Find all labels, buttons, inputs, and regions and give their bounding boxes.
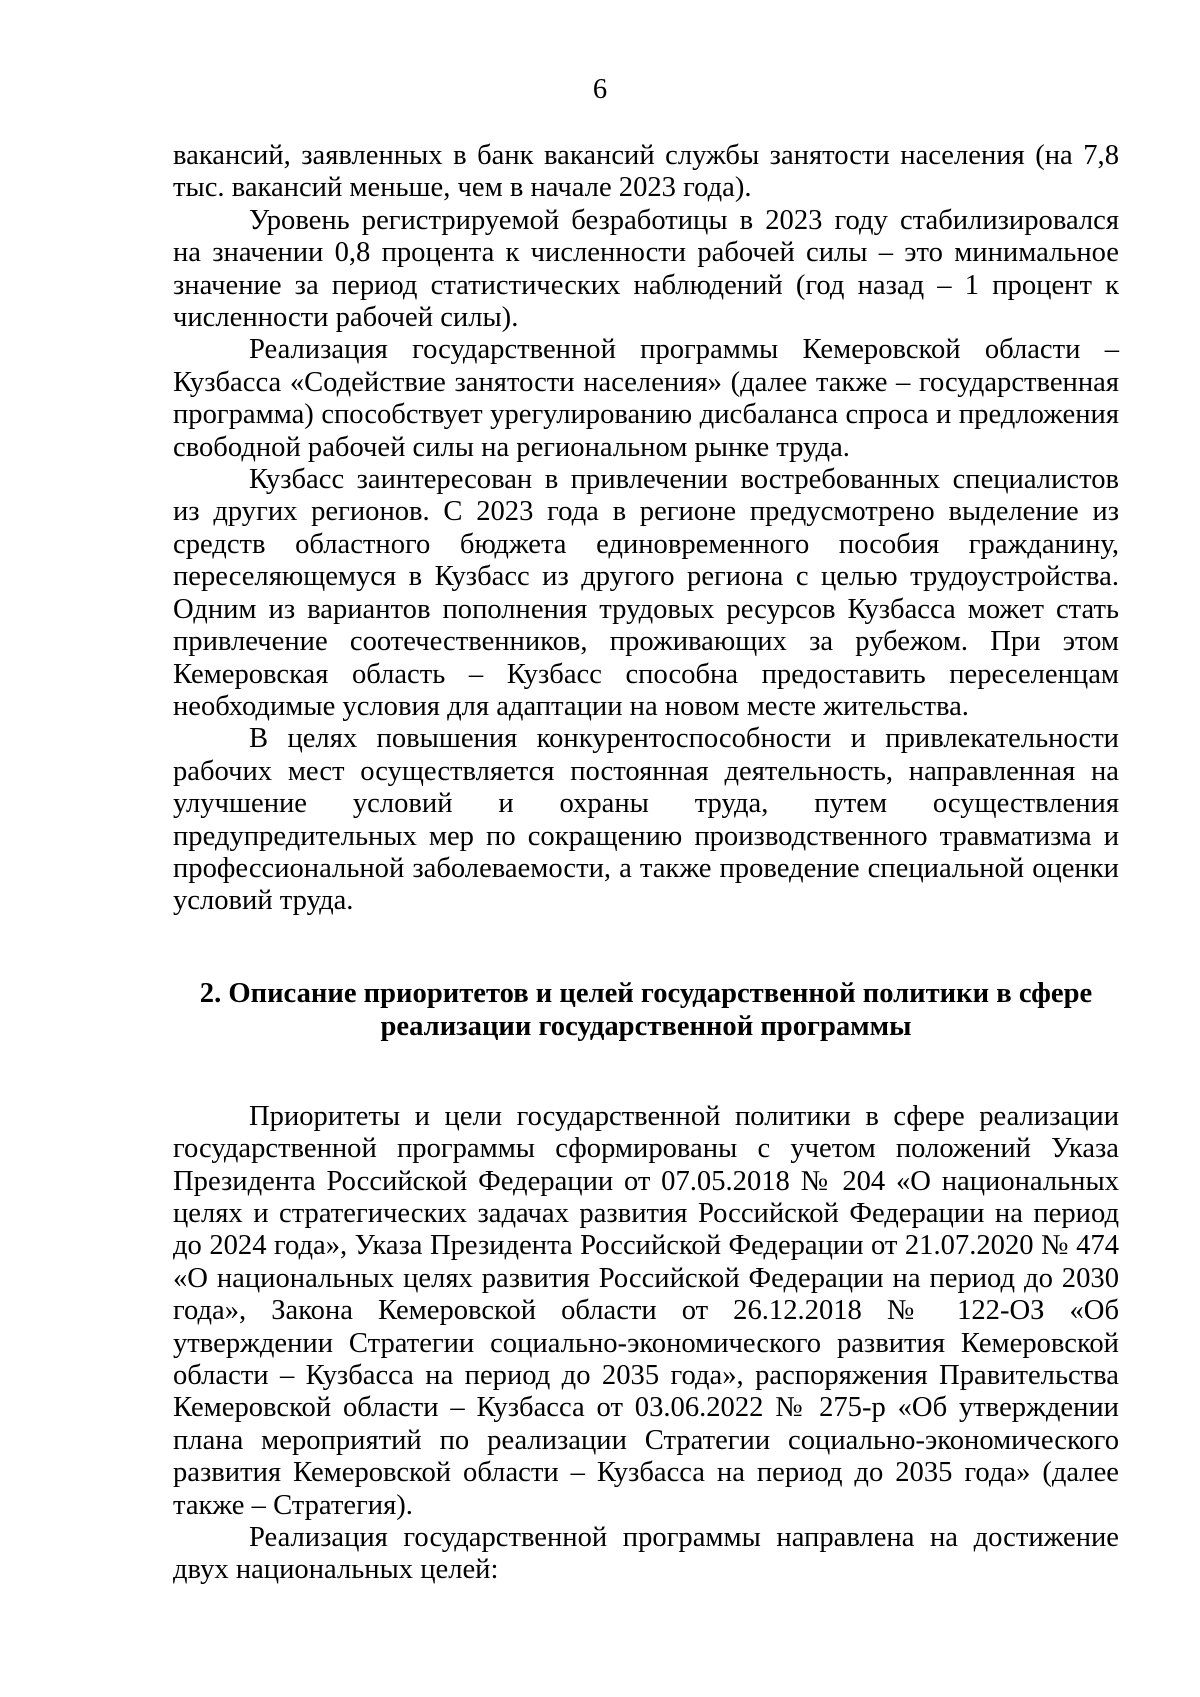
section-heading-line-2: реализации государственной программы [380,1010,912,1042]
paragraph-unemployment-level: Уровень регистрируемой безработицы в 2023 году стабилизировался на значении 0,8 процента к численности рабочей силы – это минимальное значение за период статистических наблюдений (год назад – 1 процент к численности рабочей силы). [173,204,1119,334]
paragraph-program-implementation: Реализация государственной программы Кемеровской области – Кузбасса «Содействие занятости населения» (далее также – государственная программа) способствует урегулированию дисбаланса спроса и предложения свободной рабочей силы на региональном рынке труда. [173,334,1119,463]
document-body [173,140,1119,1587]
page-number: 6 [592,74,608,105]
section-heading-line-1: 2. Описание приоритетов и целей государственной политики в сфере [199,977,1093,1009]
paragraph-priorities-goals: Приоритеты и цели государственной политики в сфере реализации государственной программы сформированы с учетом положений Указа Президента Российской Федерации от 07.05.2018 № 204 «О национальных целях и стратегических задачах развития Российской Федерации на период до 2024 года», Указа Президента Российской Федерации от 21.07.2020 № 474 «О национальных целях развития Российской Федерации на период до 2030 года», Закона Кемеровской области от 26.12.2018 № 122-ОЗ «Об утверждении Стратегии социально-экономического развития Кемеровской области – Кузбасса на период до 2035 года», распоряжения Правительства Кемеровской области – Кузбасса от 03.06.2022 № 275-р «Об утверждении плана мероприятий по реализации Стратегии социально-экономического развития Кемеровской области – Кузбасса на период до 2035 года» (далее также – Стратегия). [173,1100,1119,1521]
paragraph-continuation: вакансий, заявленных в банк вакансий службы занятости населения (на 7,8 тыс. вакансий меньше, чем в начале 2023 года). [173,140,1119,204]
section-heading [173,977,1119,1043]
paragraph-labor-conditions: В целях повышения конкурентоспособности и привлекательности рабочих мест осуществляется постоянная деятельность, направленная на улучшение условий и охраны труда, путем осуществления предупредительных мер по сокращению производственного травматизма и профессиональной заболеваемости, а также проведение специальной оценки условий труда. [173,723,1119,917]
paragraph-national-goals: Реализация государственной программы направлена на достижение двух национальных целей: [173,1522,1119,1586]
paragraph-specialists-attraction: Кузбасс заинтересован в привлечении востребованных специалистов из других регионов. С 2023 года в регионе предусмотрено выделение из средств областного бюджета единовременного пособия гражданину, переселяющемуся в Кузбасс из другого региона с целью трудоустройства. Одним из вариантов пополнения трудовых ресурсов Кузбасса может стать привлечение соотечественников, проживающих за рубежом. При этом Кемеровская область – Кузбасс способна предоставить переселенцам необходимые условия для адаптации на новом месте жительства. [173,464,1119,722]
